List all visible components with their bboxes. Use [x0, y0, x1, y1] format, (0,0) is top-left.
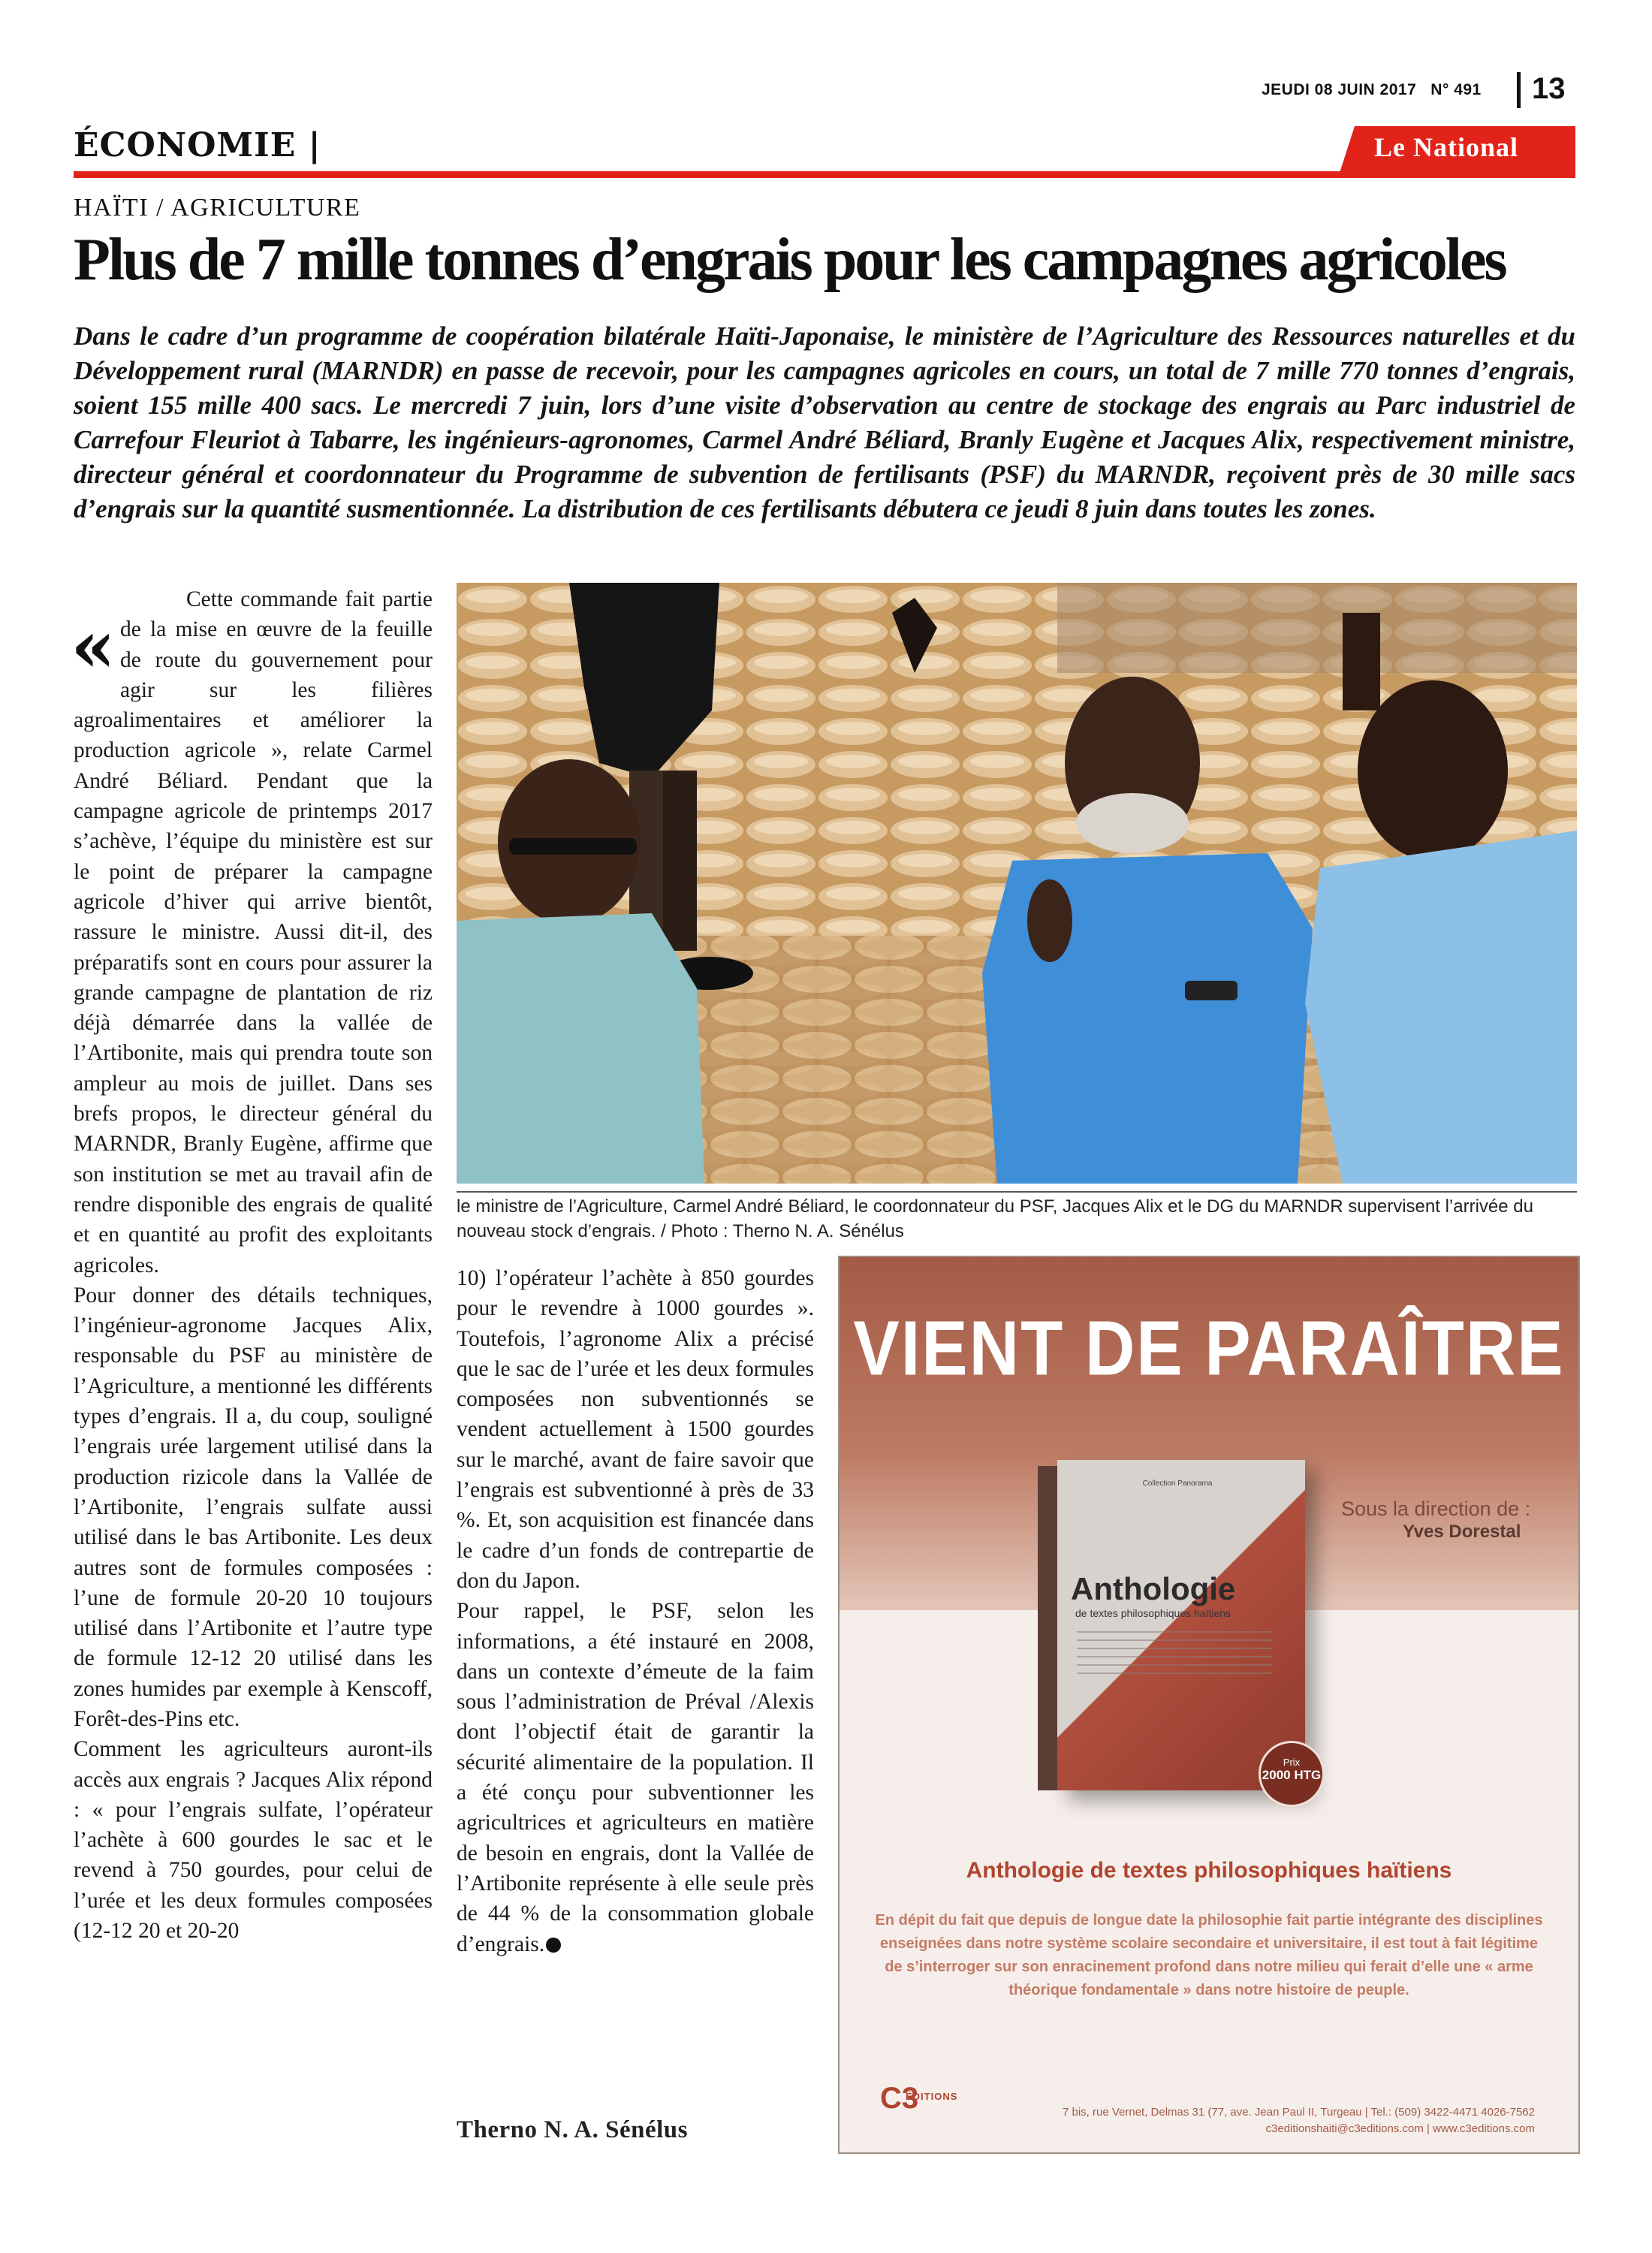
- paragraph: 10) l’opérateur l’achète à 850 gourdes pour le revendre à 1000 gourdes ». Toutefois, l’agronome Alix a précisé que le sac de l’urée et les deux formules composées non subventionnés se vendent actuellement à 1500 gourdes sur le marché, avant de faire savoir que l’engrais est subventionné à près de 33 %. Et, son acquisition est financée dans le cadre d’un fonds de contrepartie de don du Japon.: [457, 1266, 814, 1593]
- section-rule: [74, 171, 1575, 178]
- paragraph: Pour rappel, le PSF, selon les informations, a été instauré en 2008, dans un contexte d’émeute de la faim sous l’administration de Préval /Alexis dont l’objectif était de garantir la sécurité alimentaire de la population. Il a été conçu pour subventionner les agricultrices et agriculteurs en matière de besoin en engrais, dont la Vallée de l’Artibonite représente à elle seule près de 44 % de la consommation globale d’engrais.: [457, 1599, 814, 1956]
- photo-caption: le ministre de l’Agriculture, Carmel André Béliard, le coordonnateur du PSF, Jacques Alix et le DG du MARNDR supervisent l’arrivée du nouveau stock d’engrais. / Photo : Therno N. A. Sénélus: [457, 1196, 1533, 1241]
- end-mark-icon: [546, 1938, 561, 1953]
- article-column-2: [457, 1263, 814, 1959]
- brand-name: Le National: [1374, 132, 1519, 162]
- ad-heading: Anthologie de textes philosophiques haïtiens: [966, 1858, 1452, 1883]
- paragraph: Comment les agriculteurs auront-ils accès aux engrais ? Jacques Alix répond : « pour l’engrais sulfate, l’opérateur l’achète à 600 gourdes le sac et le revend à 750 gourdes, pour celui de l’urée et les deux formules composées (12-12 20 et 20-20: [74, 1737, 433, 1944]
- ad-title: VIENT DE PARAÎTRE: [853, 1305, 1565, 1392]
- warehouse-photo-illustration: [457, 583, 1577, 1184]
- book-title: Anthologie: [1071, 1571, 1236, 1606]
- quote-mark: «: [71, 604, 116, 689]
- caption-rule: [457, 1191, 1577, 1193]
- article-photo: [457, 583, 1577, 1184]
- book-contributors-list: [1077, 1631, 1272, 1676]
- paragraph: Pour donner des détails techniques, l’ingénieur-agronome Jacques Alix, responsable du PSF au ministère de l’Agriculture, a mentionné les différents types d’engrais. Il a, du coup, souligné l’engrais urée largement utilisé dans la production rizicole dans la Vallée de l’Artibonite, l’engrais sulfate aussi utilisé dans le bas Artibonite. Les deux autres sont de formules composées : l’une de formule 20-20 10 toujours utilisé dans l’Artibonite et l’autre type de formule 12-12 20 utilisé dans les zones humides par exemple à Kenscoff, Forêt-des-Pins etc.: [74, 1283, 433, 1731]
- book-series: Collection Panorama: [1142, 1479, 1213, 1488]
- article-headline: Plus de 7 mille tonnes d’engrais pour les campagnes agricoles: [74, 227, 1506, 293]
- ad-director: Yves Dorestal: [1403, 1522, 1521, 1542]
- ad-direction-label: Sous la direction de :: [1341, 1497, 1531, 1520]
- book-advertisement: [838, 1256, 1580, 2154]
- ad-description: En dépit du fait que depuis de longue date la philosophie fait partie intégrante des disciplines enseignées dans notre système scolaire secondaire et universitaire, il est tout à fait légitime de s’interroger sur son enracinement profond dans notre milieu qui ferait d’elle une « arme théorique fondamentale » dans notre histoire de peuple.: [875, 1912, 1543, 1998]
- article-kicker: HAÏTI / AGRICULTURE: [74, 194, 361, 222]
- price-badge: Prix 2000 HTG: [1259, 1741, 1325, 1807]
- publisher-name: ÉDITIONS: [906, 2091, 958, 2102]
- article-lede: Dans le cadre d’un programme de coopération bilatérale Haïti-Japonaise, le ministère de l’Agriculture des Ressources naturelles et du Développement rural (MARNDR) en passe de recevoir, pour les campagnes agricoles en cours, un total de 7 mille 770 tonnes d’engrais, soient 155 mille 400 sacs. Le mercredi 7 juin, lors d’une visite d’observation au centre de stockage des engrais au Parc industriel de Carrefour Fleuriot à Tabarre, les ingénieurs-agronomes, Carmel André Béliard, Branly Eugène et Jacques Alix, respectivement ministre, directeur général et coordonnateur du Programme de subvention de fertilisants (PSF) du MARNDR, reçoivent près de 30 mille sacs d’engrais sur la quantité susmentionnée. La distribution de ces fertilisants débutera ce jeudi 8 juin dans toutes les zones.: [74, 321, 1575, 523]
- book-cover: [1057, 1460, 1322, 1790]
- page-number: 13: [1532, 72, 1566, 105]
- publisher-logo-icon: C3: [880, 2082, 919, 2115]
- paragraph: « Cette commande fait partie de la mise en œuvre de la feuille de route du gouvernement pour agir sur les filières agroalimentaires et améliorer la production agricole », relate Carmel André Béliard. Pendant que la campagne agricole de printemps 2017 s’achève, l’équipe du ministère est sur le point de préparer la campagne agricole d’hiver qui arrive bientôt, rassure le ministre. Aussi dit-il, des préparatifs sont en cours pour assurer la grande campagne de plantation de riz déjà démarrée dans la vallée de l’Artibonite, mais qui prendra toute son ampleur au mois de juillet. Dans ses brefs propos, le directeur général du MARNDR, Branly Eugène, affirme que son institution se met au travail afin de rendre disponible des engrais de qualité et en quantité au profit des exploitants agricoles.: [71, 587, 433, 1277]
- issue-date: JEUDI 08 JUIN 2017 N° 491: [1262, 81, 1482, 98]
- article-column-1: [71, 584, 433, 1946]
- book-subtitle: de textes philosophiques haïtiens: [1075, 1607, 1231, 1619]
- header-divider: [1517, 72, 1521, 108]
- section-label: ÉCONOMIE |: [74, 126, 321, 164]
- publisher-address: 7 bis, rue Vernet, Delmas 31 (77, ave. Jean Paul II, Turgeau | Tel.: (509) 3422-4471 4026-7562 c3editionshaiti@c3editions.com | www.c3editions.com: [1062, 2106, 1535, 2135]
- article-byline: Therno N. A. Sénélus: [457, 2116, 688, 2143]
- book-spine: [1038, 1466, 1057, 1790]
- issue-number: N° 491: [1430, 81, 1482, 98]
